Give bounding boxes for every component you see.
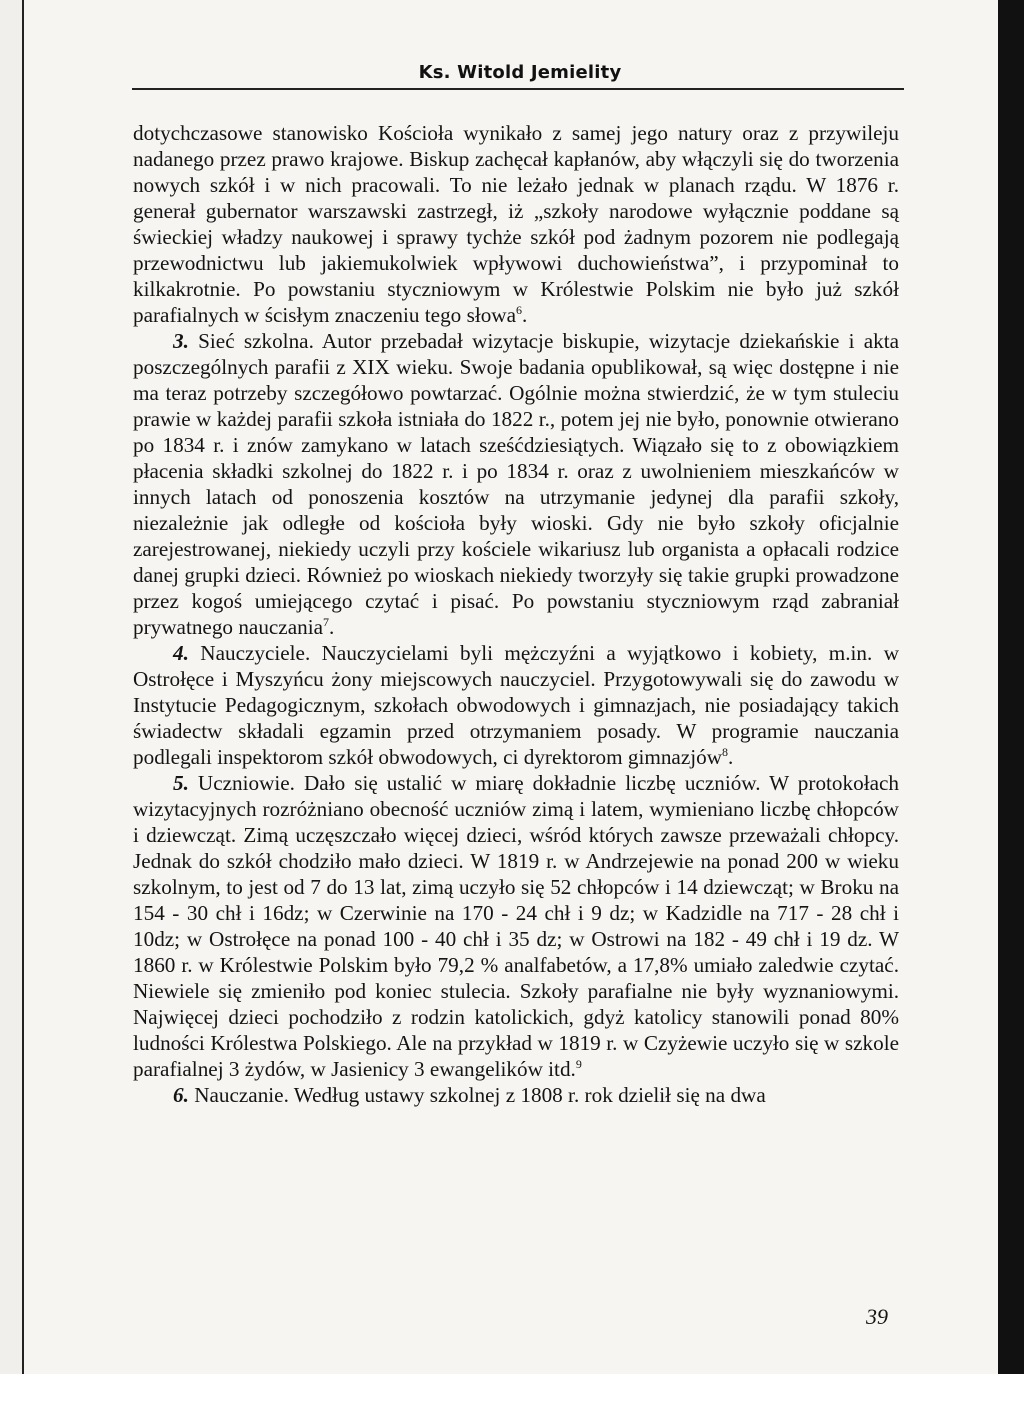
section-number-4: 4. bbox=[173, 641, 189, 665]
paragraph-6 bbox=[133, 1082, 899, 1108]
scanner-bottom-margin bbox=[0, 1374, 1024, 1402]
paragraph-1: dotychczasowe stanowisko Kościoła wynikało z samej jego natury oraz z przywileju nadanego przez prawo krajowe. Biskup zachęcał kapłanów, aby włączyli się do tworzenia nowych szkół i w nich pracowali. To nie leżało jednak w planach rządu. W 1876 r. generał gubernator warszawski zastrzegł, iż „szkoły narodowe wyłącznie poddane są świeckiej władzy naukowej i sprawy tychże szkół pod żadnym pozorem nie podlegają przewodnictwu lub jakiemukolwiek wpływowi duchowieństwa”, i przypominał to kilkakrotnie. Po powstaniu styczniowym w Królestwie Polskim nie było już szkół parafialnych w ścisłym znaczeniu tego słowa$^6$. bbox=[133, 121, 899, 327]
header-rule bbox=[132, 88, 904, 90]
footnote-ref-6: 6 bbox=[516, 303, 522, 317]
footnote-ref-8: 8 bbox=[722, 745, 729, 759]
paragraph-1-text: dotychczasowe stanowisko Kościoła wynikało z samej jego natury oraz z przywileju nadanego przez prawo krajowe. Biskup zachęcał kapłanów, aby włączyli się do tworzenia nowych szkół i w nich pracowali. To nie leżało jednak w planach rządu. W 1876 r. generał gubernator warszawski zastrzegł, iż „szkoły narodowe wyłącznie poddane są świeckiej władzy naukowej i sprawy tychże szkół pod żadnym pozorem nie podlegają przewodnictwu lub jakiemukolwiek wpływowi duchowieństwa”, i przypominał to kilkakrotnie. Po powstaniu styczniowym w Królestwie Polskim nie było już szkół parafialnych w ścisłym znaczeniu tego słowa bbox=[133, 121, 899, 327]
paragraph-6-text: Nauczanie. Według ustawy szkolnej z 1808 r. rok dzielił się na dwa bbox=[188, 1083, 766, 1107]
paragraph-3: 3. Sieć szkolna. Autor przebadał wizytacje biskupie, wizytacje dziekańskie i akta poszczególnych parafii z XIX wieku. Swoje badania opublikował, są więc dostępne i nie ma teraz potrzeby szczegółowo powtarzać. Ogólnie można stwierdzić, że w tym stuleciu prawie w każdej parafii szkoła istniała do 1822 r., potem jej nie było, ponownie otwierano po 1834 r. i znów zamykano w latach sześćdziesiątych. Wiązało się to z obowiązkiem płacenia składki szkolnej do 1822 r. i po 1834 r. oraz z uwolnieniem mieszkańców w innych latach od ponoszenia kosztów na utrzymanie jedynej dla parafii szkoły, niezależnie jak odległe od kościoła były wioski. Gdy nie było szkoły oficjalnie zarejestrowanej, niekiedy uczyli przy kościele wikariusz lub organista a opłacali rodzice danej grupki dzieci. Również po wioskach niekiedy tworzyły się takie grupki prowadzone przez kogoś umiejącego czytać i pisać. Po powstaniu styczniowym rząd zabraniał prywatnego nauczania$^7$. bbox=[133, 329, 899, 639]
paragraph-5 bbox=[133, 770, 899, 1082]
running-header: Ks. Witold Jemielity bbox=[418, 62, 622, 83]
footnote-ref-7: 7 bbox=[323, 615, 330, 629]
paragraph-4: 4. Nauczyciele. Nauczycielami byli mężczyźni a wyjątkowo i kobiety, m.in. w Ostrołęce i Myszyńcu żony miejscowych nauczyciel. Przygotowywali się do zawodu w Instytucie Pedagogicznym, szkołach obwodowych i gimnazjach, nie posiadający takich świadectw składali egzamin przed otrzymaniem posady. W programie nauczania podlegali inspektorom szkół obwodowych, ci dyrektorom gimnazjów$^8$. bbox=[133, 641, 899, 769]
body-text bbox=[133, 120, 899, 1108]
scanner-dark-border bbox=[998, 0, 1024, 1402]
paragraph-3-text: Sieć szkolna. Autor przebadał wizytacje biskupie, wizytacje dziekańskie i akta poszczególnych parafii z XIX wieku. Swoje badania opublikował, są więc dostępne i nie ma teraz potrzeby szczegółowo powtarzać. Ogólnie można stwierdzić, że w tym stuleciu prawie w każdej parafii szkoła istniała do 1822 r., potem jej nie było, ponownie otwierano po 1834 r. i znów zamykano w latach sześćdziesiątych. Wiązało się to z obowiązkiem płacenia składki szkolnej do 1822 r. i po 1834 r. oraz z uwolnieniem mieszkańców w innych latach od ponoszenia kosztów na utrzymanie jedynej dla parafii szkoły, niezależnie jak odległe od kościoła były wioski. Gdy nie było szkoły oficjalnie zarejestrowanej, niekiedy uczyli przy kościele wikariusz lub organista a opłacali rodzice danej grupki dzieci. Również po wioskach niekiedy tworzyły się takie grupki prowadzone przez kogoś umiejącego czytać i pisać. Po powstaniu styczniowym rząd zabraniał prywatnego nauczania bbox=[133, 329, 899, 639]
footnote-ref-9: 9 bbox=[575, 1057, 582, 1071]
section-number-3: 3. bbox=[173, 329, 189, 353]
book-gutter-edge bbox=[0, 0, 24, 1402]
section-number-6: 6. bbox=[173, 1083, 189, 1107]
page-number: 39 bbox=[866, 1304, 888, 1329]
paragraph-5-text: Uczniowie. Dało się ustalić w miarę dokładnie liczbę uczniów. W protokołach wizytacyjnych rozróżniano obecność uczniów zimą i latem, wymieniano liczbę chłopców i dziewcząt. Zimą uczęszczało więcej dzieci, wśród których zawsze przeważali chłopcy. Jednak do szkół chodziło mało dzieci. W 1819 r. w Andrzejewie na ponad 200 w wieku szkolnym, to jest od 7 do 13 lat, zimą uczyło się 52 chłopców i 14 dziewcząt; w Broku na 154 - 30 chł i 16dz; w Czerwinie na 170 - 24 chł i 9 dz; w Kadzidle na 717 - 28 chł i 10dz; w Ostrołęce na ponad 100 - 40 chł i 35 dz; w Ostrowi na 182 - 49 chł i 19 dz. W 1860 r. w Królestwie Polskim było 79,2 % analfabetów, a 17,8% umiało zaledwie czytać. Niewiele się zmieniło pod koniec stulecia. Szkoły parafialne nie były wyznaniowymi. Najwięcej dzieci pochodziło z rodzin katolickich, gdyż katolicy stanowili ponad 80% ludności Królestwa Polskiego. Ale na przykład w 1819 r. w Czyżewie uczyło się w szkole parafialnej 3 żydów, w Jasienicy 3 ewangelików itd. bbox=[133, 771, 899, 1081]
section-number-5: 5. bbox=[173, 771, 189, 795]
paragraph-4-text: Nauczyciele. Nauczycielami byli mężczyźni a wyjątkowo i kobiety, m.in. w Ostrołęce i Myszyńcu żony miejscowych nauczyciel. Przygotowywali się do zawodu w Instytucie Pedagogicznym, szkołach obwodowych i gimnazjach, nie posiadający takich świadectw składali egzamin przed otrzymaniem posady. W programie nauczania podlegali inspektorom szkół obwodowych, ci dyrektorom gimnazjów bbox=[133, 641, 899, 769]
